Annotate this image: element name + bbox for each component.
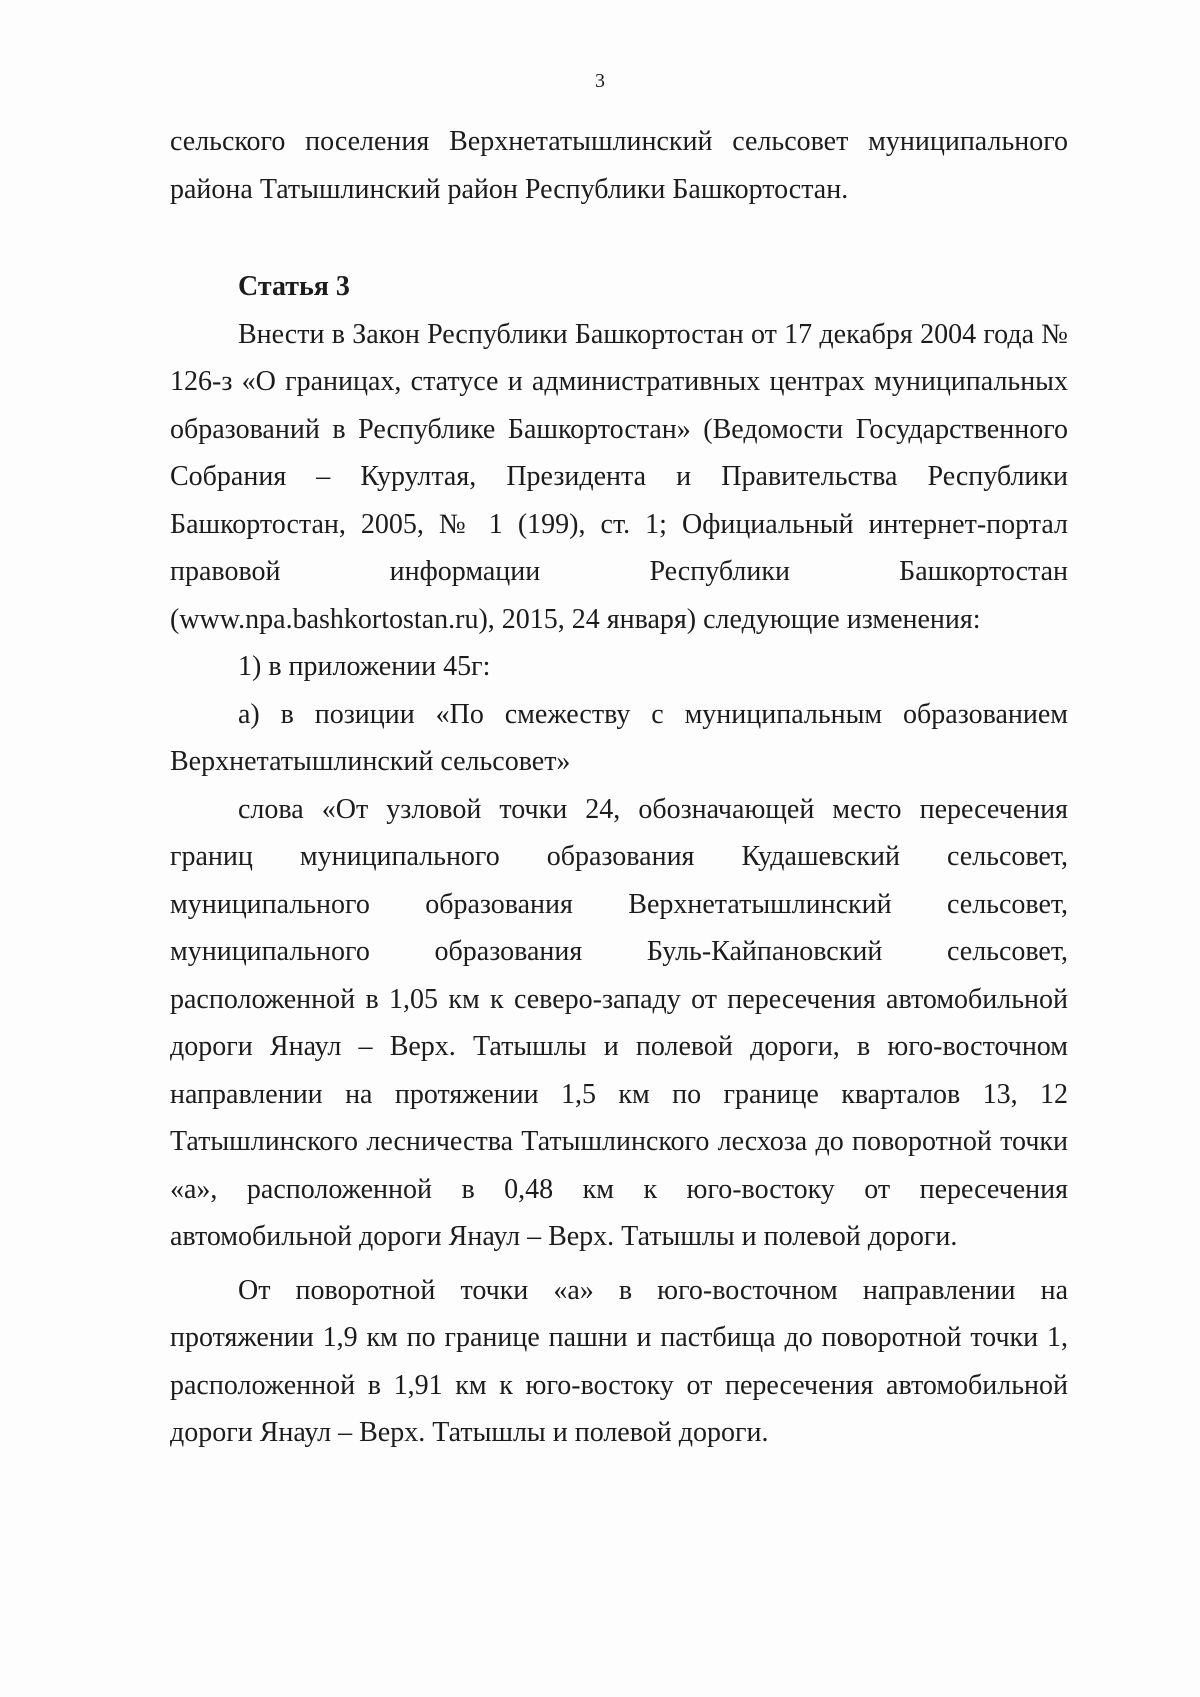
paragraph-words-quote: слова «От узловой точки 24, обозначающей место пересечения границ муниципального образования Кудашевский сельсовет, муниципального образования Верхнетатышлинский сельсовет, муниципального образования Буль-Кайпановский сельсовет, расположенной в 1,05 км к северо-западу от пересечения автомобильной дороги Янаул – Верх. Татышлы и полевой дороги, в юго-восточном направлении на протяжении 1,5 км по границе кварталов 13, 12 Татышлинского лесничества Татышлинского лесхоза до поворотной точки «а», расположенной в 0,48 км к юго-востоку от пересечения автомобильной дороги Янаул – Верх. Татышлы и полевой дороги. [170, 793, 1068, 1252]
paragraph-item-a: а) в позиции «По смежеству с муниципальным образованием Верхнетатышлинский сельсовет» [170, 698, 1068, 777]
document-body [170, 118, 1068, 1457]
paragraph-turning-point: От поворотной точки «а» в юго-восточном направлении на протяжении 1,9 км по границе пашни и пастбища до поворотной точки 1, расположенной в 1,91 км к юго-востоку от пересечения автомобильной дороги Янаул – Верх. Татышлы и полевой дороги. [170, 1274, 1068, 1448]
paragraph-item-1: 1) в приложении 45г: [238, 651, 491, 682]
paragraph-amendment-intro: Внести в Закон Республики Башкортостан от 17 декабря 2004 года № 126-з «О границах, статусе и административных центрах муниципальных образований в Республике Башкортостан» (Ведомости Государственного Собрания – Курултая, Президента и Правительства Республики Башкортостан, 2005, № 1 (199), ст. 1; Официальный интернет-портал правовой информации Республики Башкортостан (www.npa.bashkortostan.ru), 2015, 24 января) следующие изменения: [170, 318, 1068, 635]
paragraph-continuation: сельского поселения Верхнетатышлинский сельсовет муниципального района Татышлинский район Республики Башкортостан. [170, 126, 1068, 205]
page-number: 3 [595, 70, 605, 92]
article-heading: Статья 3 [238, 271, 350, 302]
